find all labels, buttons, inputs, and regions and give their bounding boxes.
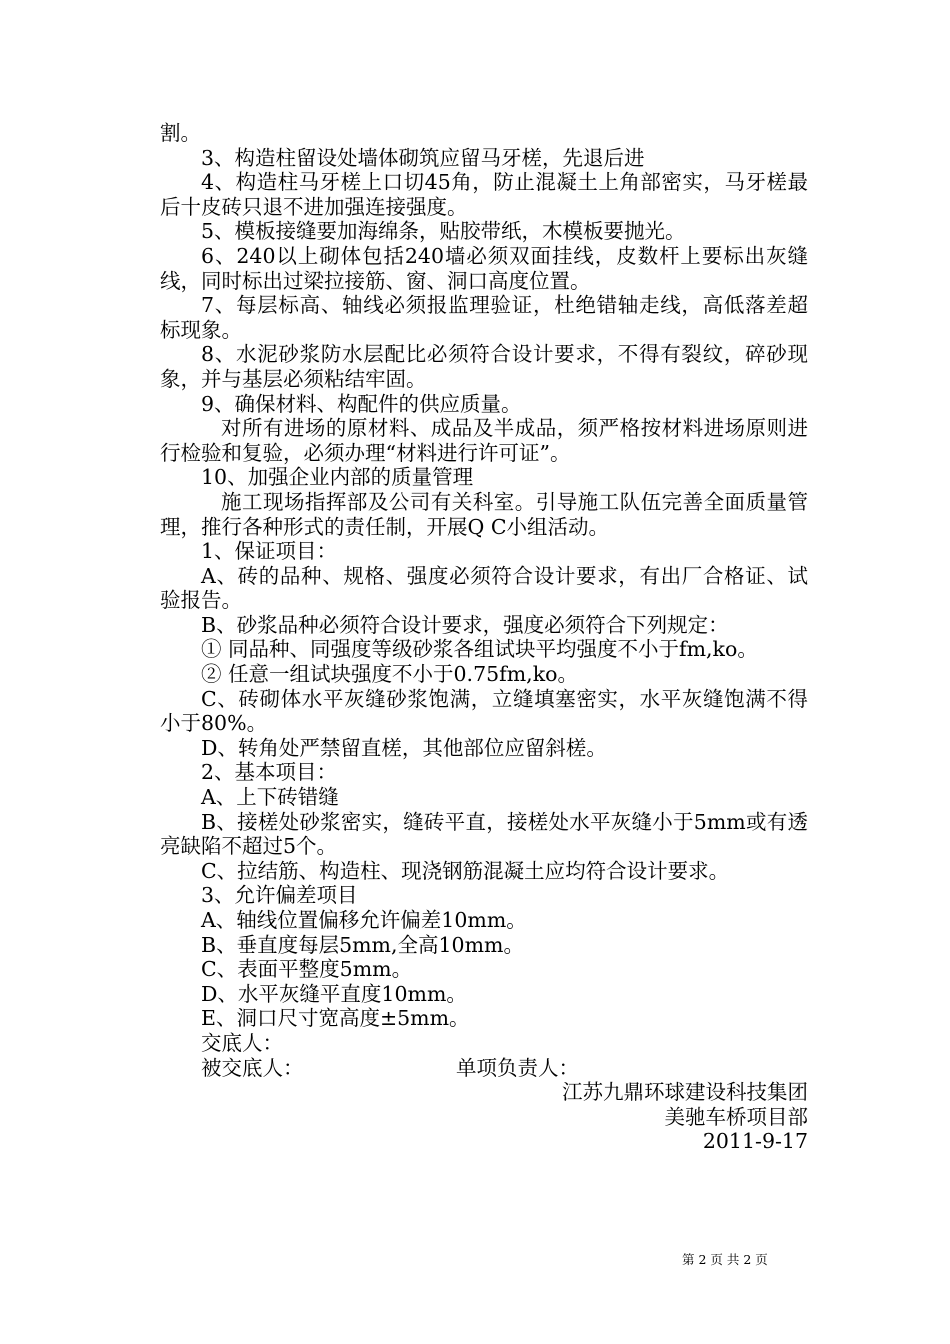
paragraph: B、接槎处砂浆密实，缝砖平直，接槎处水平灰缝小于5mm或有透亮缺陷不超过5个。 (160, 809, 808, 859)
department-name: 美驰车桥项目部 (664, 1104, 808, 1129)
paragraph: A、轴线位置偏移允许偏差10mm。 (201, 908, 527, 932)
paragraph: D、转角处严禁留直槎，其他部位应留斜槎。 (201, 735, 607, 760)
paragraph: B、垂直度每层5mm,全高10mm。 (201, 932, 524, 957)
paragraph: E、洞口尺寸宽高度±5mm。 (201, 1006, 470, 1031)
handover-receiver-label: 被交底人： (201, 1055, 304, 1080)
item-leader-label: 单项负责人： (456, 1055, 579, 1080)
paragraph: 2、基本项目： (201, 760, 338, 785)
paragraph: 对所有进场的原材料、成品及半成品，须严格按材料进场原则进行检验和复验，必须办理“材料进行许可证”。 (160, 416, 808, 465)
paragraph: C、表面平整度5mm。 (201, 957, 413, 982)
paragraph: 6、240以上砌体包括240墙必须双面挂线，皮数杆上要标出灰缝线，同时标出过梁拉接筋、窗、洞口高度位置。 (160, 243, 808, 293)
document-date: 2011-9-17 (702, 1129, 808, 1154)
paragraph: 割。 (160, 121, 201, 145)
company-name: 江苏九鼎环球建设科技集团 (562, 1080, 808, 1105)
paragraph: 9、确保材料、构配件的供应质量。 (201, 391, 522, 416)
paragraph: D、水平灰缝平直度10mm。 (201, 981, 467, 1006)
paragraph: 8、水泥砂浆防水层配比必须符合设计要求，不得有裂纹，碎砂现象，并与基层必须粘结牢固。 (160, 342, 808, 391)
paragraph: 5、模板接缝要加海绵条，贴胶带纸，木模板要抛光。 (201, 219, 686, 244)
paragraph: A、砖的品种、规格、强度必须符合设计要求，有出厂合格证、试验报告。 (160, 563, 808, 613)
page-number: 第 2 页 共 2 页 (682, 1252, 768, 1267)
paragraph: B、砂浆品种必须符合设计要求，强度必须符合下列规定： (201, 612, 729, 637)
paragraph: 4、构造柱马牙槎上口切45角，防止混凝土上角部密实，马牙槎最后十皮砖只退不进加强连接强度。 (160, 170, 808, 219)
document-body (160, 121, 808, 1154)
signature-line (160, 1056, 808, 1081)
paragraph: 3、允许偏差项目 (201, 883, 358, 908)
paragraph: ① 同品种、同强度等级砂浆各组试块平均强度不小于fm,ko。 (201, 637, 758, 662)
paragraph: A、上下砖错缝 (201, 785, 339, 810)
paragraph: 7、每层标高、轴线必须报监理验证，杜绝错轴走线，高低落差超标现象。 (160, 293, 808, 342)
paragraph: 施工现场指挥部及公司有关科室。引导施工队伍完善全面质量管理，推行各种形式的责任制，开展Q C小组活动。 (160, 489, 808, 539)
paragraph: 3、构造柱留设处墙体砌筑应留马牙槎，先退后进 (201, 145, 645, 170)
paragraph: C、拉结筋、构造柱、现浇钢筋混凝土应均符合设计要求。 (201, 858, 730, 883)
handover-person-label: 交底人： (201, 1030, 283, 1055)
paragraph: 1、保证项目： (201, 539, 338, 564)
paragraph: C、砖砌体水平灰缝砂浆饱满，立缝填塞密实，水平灰缝饱满不得小于80%。 (160, 686, 808, 736)
paragraph: 10、加强企业内部的质量管理 (201, 465, 474, 490)
paragraph: ② 任意一组试块强度不小于0.75fm,ko。 (201, 662, 578, 687)
